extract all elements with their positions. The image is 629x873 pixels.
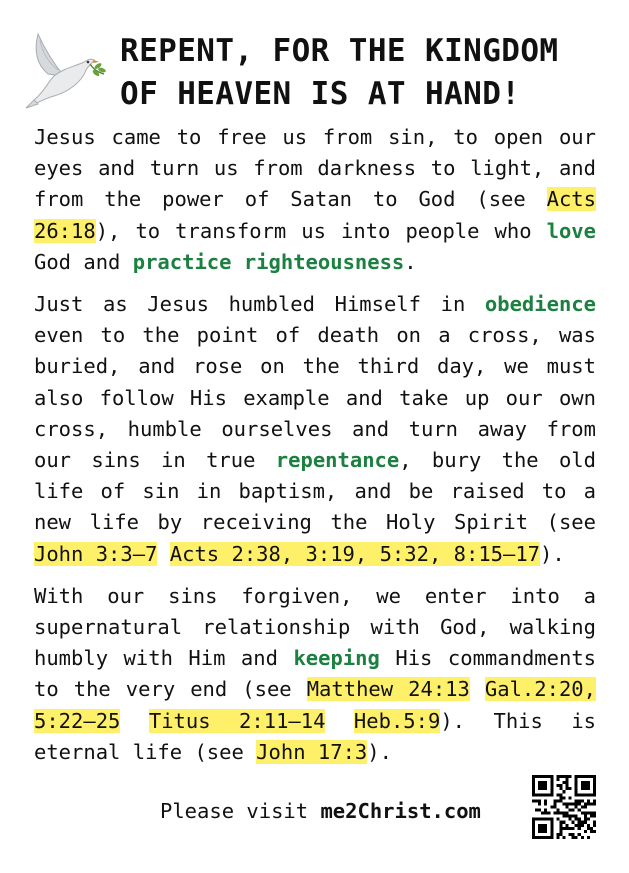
body-text-segment: His commandments to the very end (see — [34, 646, 596, 702]
paragraph-2 — [34, 289, 596, 570]
keyword-emphasis: practice righteousness — [132, 249, 405, 274]
body-text-segment: ), to transform us into people who — [95, 218, 547, 243]
keyword-emphasis: repentance — [275, 448, 400, 473]
keyword-emphasis: obedience — [484, 292, 596, 317]
body-text-segment: ). — [367, 739, 392, 764]
scripture-reference[interactable]: John 3:3–7 — [34, 541, 158, 566]
body-text-segment: even to the point of death on a cross, was buried, and rose on the third day, we must also follow His example and take up our own cross, humble ourselves and turn away from our sins in true — [34, 323, 596, 473]
body-text-segment: , bury the old life of sin in baptism, and be raised to a new life by receiving the Holy Spirit (see — [34, 448, 596, 535]
body-text-segment: With our sins forgiven, we enter into a supernatural relationship with God, walking humbly with Him and — [34, 583, 596, 671]
website-link[interactable]: me2Christ.com — [320, 799, 481, 823]
scripture-reference[interactable]: Matthew 24:13 — [306, 677, 470, 702]
body-text — [34, 122, 596, 779]
paragraph-3 — [34, 581, 596, 768]
body-text-segment: God and — [34, 249, 133, 274]
dove-with-olive-branch-icon — [24, 30, 106, 110]
page-title: REPENT, FOR THE KINGDOM OF HEAVEN IS AT HAND! — [120, 33, 559, 112]
body-text-segment: Just as Jesus humbled Himself in — [34, 292, 485, 317]
scripture-reference[interactable]: Acts 2:38, 3:19, 5:32, 8:15–17 — [169, 541, 541, 566]
footer-text — [160, 797, 481, 825]
paragraph-1 — [34, 122, 596, 278]
footer-prefix: Please visit — [160, 799, 321, 823]
body-text-segment: . — [404, 249, 417, 274]
scripture-reference[interactable]: Gal.2:20, 5:22–25 — [34, 677, 596, 733]
scripture-reference[interactable]: Heb.5:9 — [353, 708, 441, 733]
body-text-segment — [120, 709, 148, 733]
keyword-emphasis: love — [546, 218, 596, 243]
scripture-reference[interactable]: Titus 2:11–14 — [148, 708, 326, 733]
keyword-emphasis: keeping — [293, 646, 380, 671]
body-text-segment — [157, 542, 169, 566]
scripture-reference[interactable]: Acts 26:18 — [34, 187, 596, 243]
body-text-segment — [325, 709, 353, 733]
body-text-segment: Jesus came to free us from sin, to open our eyes and turn us from darkness to light, and from the power of Satan to God (see — [34, 125, 596, 212]
scripture-reference[interactable]: John 17:3 — [256, 739, 368, 764]
body-text-segment: ). — [540, 541, 565, 566]
body-text-segment — [470, 677, 485, 701]
body-text-segment: ). This is eternal life (see — [34, 708, 596, 764]
qr-code-icon[interactable] — [532, 775, 596, 839]
